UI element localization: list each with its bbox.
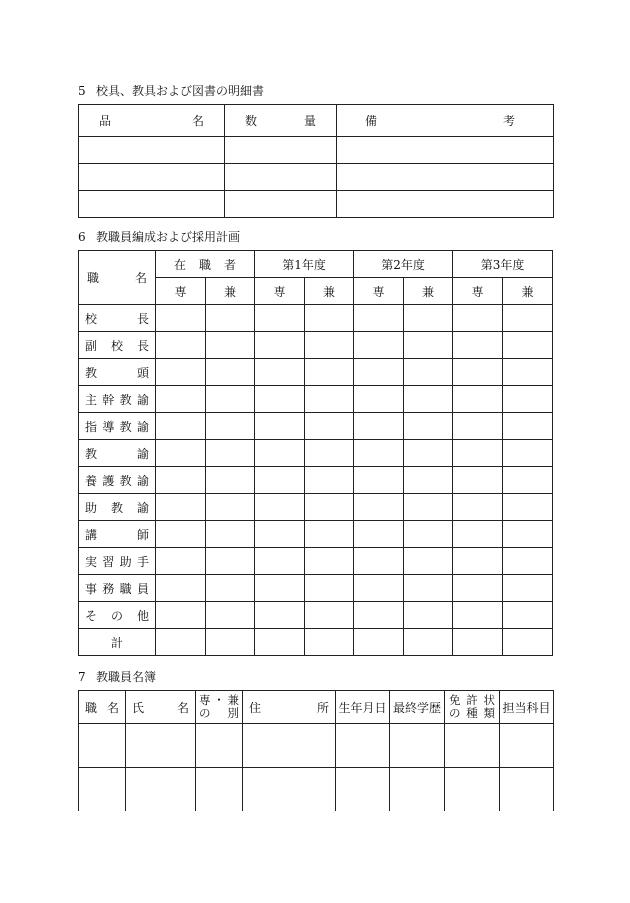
table-cell[interactable] [445,768,500,812]
header-quantity: 数 量 [225,105,337,137]
subheader-fulltime: 専 [255,278,305,305]
row-label: 指 導 教 諭 [79,413,156,440]
table-cell[interactable] [305,305,354,332]
header-current-staff: 在 職 者 [156,251,255,278]
table-row [79,602,553,629]
table-cell[interactable] [453,521,503,548]
table-cell[interactable] [503,629,553,656]
subheader-parttime: 兼 [503,278,553,305]
table-cell[interactable] [156,602,206,629]
section6-title: 教職員編成および採用計画 [96,230,241,244]
table-cell[interactable] [255,386,305,413]
table-cell[interactable] [453,305,503,332]
table-cell[interactable] [453,359,503,386]
table-cell[interactable] [305,629,354,656]
table-cell[interactable] [503,467,553,494]
table-cell[interactable] [453,467,503,494]
table-row [79,548,553,575]
table-row [79,724,554,768]
table-cell[interactable] [404,386,453,413]
table-cell[interactable] [206,494,255,521]
subheader-fulltime: 専 [354,278,404,305]
row-label: 事 務 職 員 [79,575,156,602]
table-cell[interactable] [500,724,554,768]
section5-number: 5 [78,84,86,98]
staffing-header-row [79,251,553,278]
section7-title: 教職員名簿 [96,670,157,684]
table-cell[interactable] [453,440,503,467]
table-row [79,768,554,812]
table-cell[interactable] [503,602,553,629]
table-cell[interactable] [225,191,337,218]
table-cell[interactable] [255,305,305,332]
table-cell[interactable] [503,413,553,440]
table-row [79,413,553,440]
table-cell[interactable] [453,548,503,575]
section5-title: 校具、教具および図書の明細書 [96,84,265,98]
table-cell[interactable] [305,359,354,386]
row-label: 実 習 助 手 [79,548,156,575]
table-cell[interactable] [337,137,554,164]
table-cell[interactable] [305,494,354,521]
table-cell[interactable] [453,629,503,656]
equipment-header-row [79,105,554,137]
table-cell[interactable] [305,548,354,575]
table-cell[interactable] [206,467,255,494]
table-cell[interactable] [255,332,305,359]
table-cell[interactable] [354,494,404,521]
table-cell[interactable] [354,467,404,494]
table-cell[interactable] [126,724,196,768]
table-row [79,137,554,164]
table-cell[interactable] [305,332,354,359]
table-cell[interactable] [79,724,126,768]
table-row [79,332,553,359]
table-row [79,494,553,521]
header-year3: 第3年度 [453,251,553,278]
table-cell[interactable] [404,332,453,359]
table-cell[interactable] [354,548,404,575]
table-cell[interactable] [305,467,354,494]
table-cell[interactable] [503,494,553,521]
table-cell[interactable] [206,521,255,548]
row-label: 副 校 長 [79,332,156,359]
row-label: そ の 他 [79,602,156,629]
table-cell[interactable] [206,629,255,656]
table-cell[interactable] [156,467,206,494]
table-cell[interactable] [305,440,354,467]
table-cell[interactable] [404,413,453,440]
table-cell[interactable] [453,575,503,602]
table-cell[interactable] [503,548,553,575]
table-cell[interactable] [354,386,404,413]
table-cell[interactable] [354,359,404,386]
table-row [79,164,554,191]
section7-number: 7 [78,670,86,684]
table-cell[interactable] [354,332,404,359]
table-cell[interactable] [354,440,404,467]
subheader-parttime: 兼 [206,278,255,305]
table-cell[interactable] [206,602,255,629]
table-cell[interactable] [404,467,453,494]
section6-number: 6 [78,230,86,244]
table-cell[interactable] [243,724,336,768]
table-cell[interactable] [404,548,453,575]
table-cell[interactable] [255,629,305,656]
table-cell[interactable] [404,575,453,602]
table-cell[interactable] [156,521,206,548]
table-cell[interactable] [404,359,453,386]
subheader-parttime: 兼 [404,278,453,305]
table-cell[interactable] [453,386,503,413]
table-cell[interactable] [156,548,206,575]
table-cell[interactable] [206,359,255,386]
table-cell[interactable] [404,494,453,521]
table-cell[interactable] [337,191,554,218]
table-cell[interactable] [445,724,500,768]
table-cell[interactable] [255,359,305,386]
header-year2: 第2年度 [354,251,453,278]
table-cell[interactable] [305,521,354,548]
table-cell[interactable] [206,305,255,332]
roster-header-row [79,691,554,724]
table-cell[interactable] [255,467,305,494]
table-row [79,359,553,386]
table-cell[interactable] [206,332,255,359]
table-cell[interactable] [336,768,390,812]
table-cell[interactable] [243,768,336,812]
table-cell[interactable] [156,413,206,440]
table-cell[interactable] [404,440,453,467]
table-cell[interactable] [503,386,553,413]
table-cell[interactable] [354,629,404,656]
table-cell[interactable] [206,386,255,413]
table-cell[interactable] [336,724,390,768]
table-cell[interactable] [453,413,503,440]
section7-heading [78,668,156,685]
table-row [79,305,553,332]
table-row [79,440,553,467]
header-address: 住 所 [243,691,336,724]
table-cell[interactable] [156,440,206,467]
table-cell[interactable] [503,359,553,386]
table-cell[interactable] [206,575,255,602]
table-cell[interactable] [404,629,453,656]
table-cell[interactable] [305,602,354,629]
table-row [79,467,553,494]
table-cell[interactable] [126,768,196,812]
table-cell[interactable] [337,164,554,191]
table-cell[interactable] [156,629,206,656]
table-cell[interactable] [453,494,503,521]
row-label-total: 計 [79,629,156,656]
table-row [79,191,554,218]
row-label: 講 師 [79,521,156,548]
table-cell[interactable] [305,575,354,602]
table-cell[interactable] [79,191,225,218]
table-cell[interactable] [255,575,305,602]
header-birthdate: 生年月日 [336,691,390,724]
table-cell[interactable] [206,440,255,467]
table-cell[interactable] [156,575,206,602]
table-row [79,521,553,548]
table-cell[interactable] [156,494,206,521]
table-cell[interactable] [196,768,243,812]
subheader-parttime: 兼 [305,278,354,305]
table-cell[interactable] [255,521,305,548]
table-cell[interactable] [225,164,337,191]
table-cell[interactable] [225,137,337,164]
table-cell[interactable] [305,413,354,440]
table-cell[interactable] [354,305,404,332]
header-job-title: 職 名 [79,251,156,305]
table-cell[interactable] [404,305,453,332]
table-cell[interactable] [79,768,126,812]
row-label: 助 教 諭 [79,494,156,521]
staffing-plan-table [78,250,553,656]
table-cell[interactable] [503,305,553,332]
table-cell[interactable] [156,332,206,359]
header-remarks: 備 考 [337,105,554,137]
header-year1: 第1年度 [255,251,354,278]
table-cell[interactable] [79,137,225,164]
table-cell[interactable] [206,548,255,575]
table-cell[interactable] [390,768,445,812]
table-cell[interactable] [503,521,553,548]
table-cell[interactable] [354,602,404,629]
table-cell[interactable] [156,305,206,332]
table-cell[interactable] [206,413,255,440]
table-row [79,386,553,413]
table-cell[interactable] [156,359,206,386]
section6-heading [78,228,240,245]
table-cell[interactable] [354,575,404,602]
total-row [79,629,553,656]
row-label: 教 頭 [79,359,156,386]
table-row [79,575,553,602]
header-employment-type: 専 ・ 兼 の 別 [196,691,243,724]
table-cell[interactable] [255,413,305,440]
row-label: 養 護 教 諭 [79,467,156,494]
table-cell[interactable] [156,386,206,413]
table-cell[interactable] [255,440,305,467]
table-cell[interactable] [196,724,243,768]
table-cell[interactable] [503,575,553,602]
header-education: 最終学歴 [390,691,445,724]
table-cell[interactable] [79,164,225,191]
header-item-name: 品 名 [79,105,225,137]
row-label: 主 幹 教 諭 [79,386,156,413]
subheader-fulltime: 専 [156,278,206,305]
table-cell[interactable] [503,332,553,359]
staff-roster-table [78,690,554,811]
table-cell[interactable] [354,521,404,548]
equipment-table [78,104,554,218]
table-cell[interactable] [354,413,404,440]
table-cell[interactable] [255,494,305,521]
header-subject: 担当科目 [500,691,554,724]
table-cell[interactable] [390,724,445,768]
table-cell[interactable] [255,548,305,575]
table-cell[interactable] [503,440,553,467]
row-label: 校 長 [79,305,156,332]
table-cell[interactable] [453,332,503,359]
table-cell[interactable] [404,521,453,548]
section5-heading [78,82,264,99]
header-name: 氏 名 [126,691,196,724]
table-cell[interactable] [453,602,503,629]
subheader-fulltime: 専 [453,278,503,305]
header-license-type: 免 許 状 の 種 類 [445,691,500,724]
table-cell[interactable] [305,386,354,413]
row-label: 教 諭 [79,440,156,467]
table-cell[interactable] [404,602,453,629]
table-cell[interactable] [255,602,305,629]
table-cell[interactable] [500,768,554,812]
header-job: 職 名 [79,691,126,724]
